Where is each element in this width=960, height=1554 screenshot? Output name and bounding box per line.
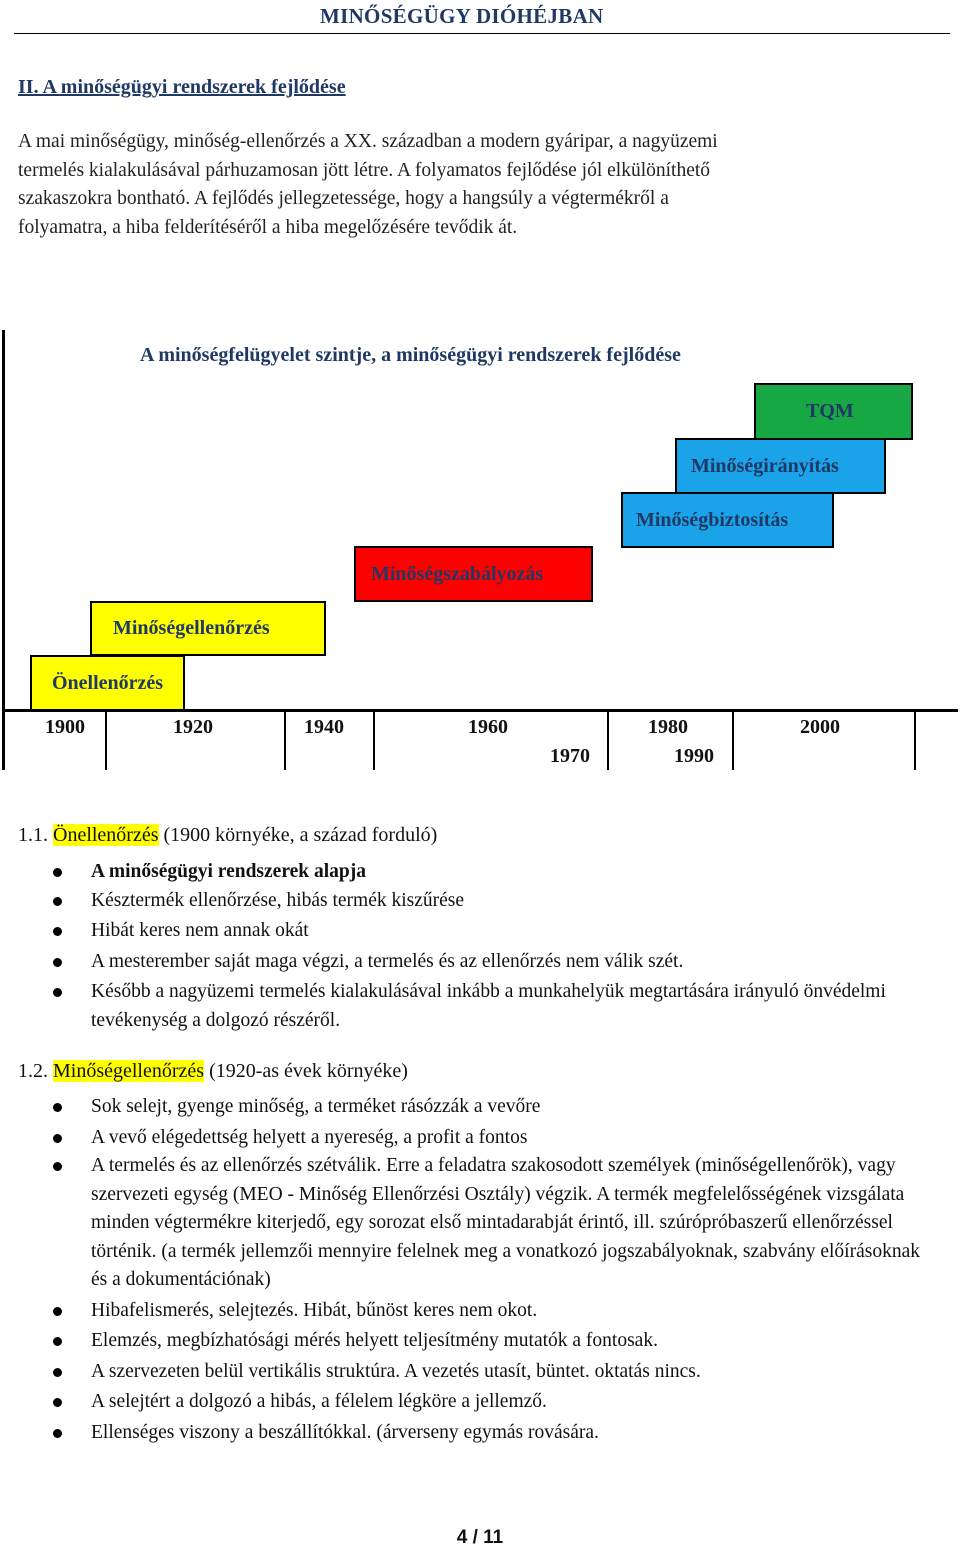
year-label: 1900 bbox=[45, 716, 85, 738]
list-item bbox=[0, 1388, 960, 1417]
heading-highlight: Önellenőrzés bbox=[53, 824, 159, 846]
stage-box-tqm bbox=[754, 383, 913, 440]
timeline-tick bbox=[373, 710, 375, 770]
header-rule bbox=[14, 33, 950, 34]
stage-box-onellenorzes bbox=[30, 655, 185, 711]
list-item bbox=[0, 978, 960, 1035]
list-item-text: Késztermék ellenőrzése, hibás termék kiszűrése bbox=[91, 889, 465, 911]
bullet-list-1-1 bbox=[0, 858, 960, 1035]
list-item-text: Hibafelismerés, selejtezés. Hibát, bűnöst keres nem okot. bbox=[91, 1299, 538, 1321]
bullet-icon bbox=[53, 927, 62, 936]
bullet-icon bbox=[53, 1162, 62, 1171]
heading-number: 1.2. bbox=[18, 1060, 53, 1082]
stage-label: Minőségbiztosítás bbox=[636, 508, 789, 531]
bullet-list-1-2 bbox=[0, 1093, 960, 1447]
bullet-icon bbox=[53, 1103, 62, 1112]
bullet-icon bbox=[53, 868, 62, 877]
year-label: 1920 bbox=[173, 716, 213, 738]
diagram-vertical-axis bbox=[2, 330, 5, 770]
timeline-tick bbox=[105, 710, 107, 770]
list-item-text: Elemzés, megbízhatósági mérés helyett teljesítmény mutatók a fontosak. bbox=[91, 1330, 658, 1351]
list-item bbox=[0, 1327, 960, 1356]
list-item bbox=[0, 858, 960, 887]
stage-label: TQM bbox=[806, 400, 854, 422]
stage-label: Önellenőrzés bbox=[52, 671, 164, 694]
bullet-icon bbox=[53, 1429, 62, 1438]
intro-line: szakaszokra bontható. A fejlődés jellegzetessége, hogy a hangsúly a végtermékről a bbox=[18, 188, 669, 209]
year-label: 1980 bbox=[648, 716, 688, 738]
bullet-icon bbox=[53, 958, 62, 967]
document-header-title: MINŐSÉGÜGY DIÓHÉJBAN bbox=[320, 4, 604, 28]
year-label: 1940 bbox=[304, 716, 344, 738]
bullet-icon bbox=[53, 1134, 62, 1143]
stage-box-minosegbiztositas bbox=[621, 492, 834, 548]
list-item bbox=[0, 917, 960, 946]
list-item bbox=[0, 887, 960, 916]
list-item bbox=[0, 1419, 960, 1448]
list-item-text: A termelés és az ellenőrzés szétválik. Erre a feladatra szakosodott személyek (minőségellenőrök), vagy szervezeti egység (MEO - Minőség Ellenőrzési Osztály) végzik. A termék megfelelősségének vizsgálata minden végtermékre kiterjedő, egy sorozat első mintadarabját érintő, ill. szúrópróbaszerű ellenőrzéssel történik. (a termék jellemzői mennyire felelnek meg a vonatkozó jogszabályoknak, szabvány előírásoknak és a dokumentációnak) bbox=[91, 1155, 920, 1290]
stage-label: Minőségellenőrzés bbox=[113, 617, 270, 639]
heading-highlight: Minőségellenőrzés bbox=[53, 1060, 205, 1082]
timeline-tick bbox=[914, 710, 916, 770]
list-item bbox=[0, 1093, 960, 1122]
intro-line: folyamatra, a hiba felderítéséről a hiba megelőzésére tevődik át. bbox=[18, 216, 518, 238]
list-item-text: A szervezeten belül vertikális struktúra. A vezetés utasít, büntet. oktatás nincs. bbox=[91, 1360, 701, 1382]
timeline-tick bbox=[607, 710, 609, 770]
stage-box-minosegszabalyozas bbox=[354, 546, 593, 602]
heading-rest: (1900 környéke, a század forduló) bbox=[158, 824, 438, 846]
year-label: 1990 bbox=[674, 745, 714, 767]
list-item-text: A mesterember saját maga végzi, a termelés és az ellenőrzés nem válik szét. bbox=[91, 950, 684, 972]
section-title: II. A minőségügyi rendszerek fejlődése bbox=[18, 76, 346, 98]
intro-line: A mai minőségügy, minőség-ellenőrzés a XX. században a modern gyáripar, a nagyüzemi bbox=[18, 131, 718, 152]
bullet-icon bbox=[53, 1398, 62, 1407]
diagram-title: A minőségfelügyelet szintje, a minőségügyi rendszerek fejlődése bbox=[140, 344, 681, 366]
intro-line: termelés kialakulásával párhuzamosan jött létre. A folyamatos fejlődése jól elkülöníthető bbox=[18, 159, 711, 181]
bullet-icon bbox=[53, 897, 62, 906]
list-item bbox=[0, 1297, 960, 1326]
stage-box-minosegiranyitas bbox=[675, 438, 886, 494]
list-item-text: A vevő elégedettség helyett a nyereség, a profit a fontos bbox=[91, 1126, 528, 1148]
year-label: 1970 bbox=[550, 745, 590, 767]
timeline-tick bbox=[284, 710, 286, 770]
list-item bbox=[0, 1152, 960, 1295]
list-item-text: A minőségügyi rendszerek alapja bbox=[91, 861, 366, 882]
subsection-heading-1-2 bbox=[18, 1060, 408, 1083]
year-label: 1960 bbox=[468, 716, 508, 738]
bullet-icon bbox=[53, 1337, 62, 1346]
list-item bbox=[0, 948, 960, 977]
bullet-icon bbox=[53, 1368, 62, 1377]
list-item-text: A selejtért a dolgozó a hibás, a félelem légköre a jellemző. bbox=[91, 1391, 547, 1412]
page-number: 4 / 11 bbox=[456, 1527, 504, 1548]
heading-rest: (1920-as évek környéke) bbox=[204, 1060, 408, 1082]
list-item-text: Ellenséges viszony a beszállítókkal. (árverseny egymás rovására. bbox=[91, 1421, 599, 1443]
heading-number: 1.1. bbox=[18, 824, 53, 846]
list-item-text: Sok selejt, gyenge minőség, a terméket rásózzák a vevőre bbox=[91, 1096, 541, 1117]
year-label: 2000 bbox=[800, 716, 840, 738]
stage-box-minosegellenorzes bbox=[90, 601, 326, 656]
bullet-icon bbox=[53, 988, 62, 997]
subsection-heading-1-1 bbox=[18, 824, 437, 847]
timeline-tick bbox=[732, 710, 734, 770]
intro-paragraph bbox=[18, 128, 938, 242]
bullet-icon bbox=[53, 1307, 62, 1316]
list-item-text: Később a nagyüzemi termelés kialakulásával inkább a munkahelyük megtartására irányuló önvédelmi tevékenység a dolgozó részéről. bbox=[91, 981, 886, 1031]
list-item-text: Hibát keres nem annak okát bbox=[91, 920, 309, 941]
stage-label: Minőségirányítás bbox=[691, 454, 839, 477]
list-item bbox=[0, 1124, 960, 1153]
stage-label: Minőségszabályozás bbox=[371, 562, 544, 585]
list-item bbox=[0, 1358, 960, 1387]
